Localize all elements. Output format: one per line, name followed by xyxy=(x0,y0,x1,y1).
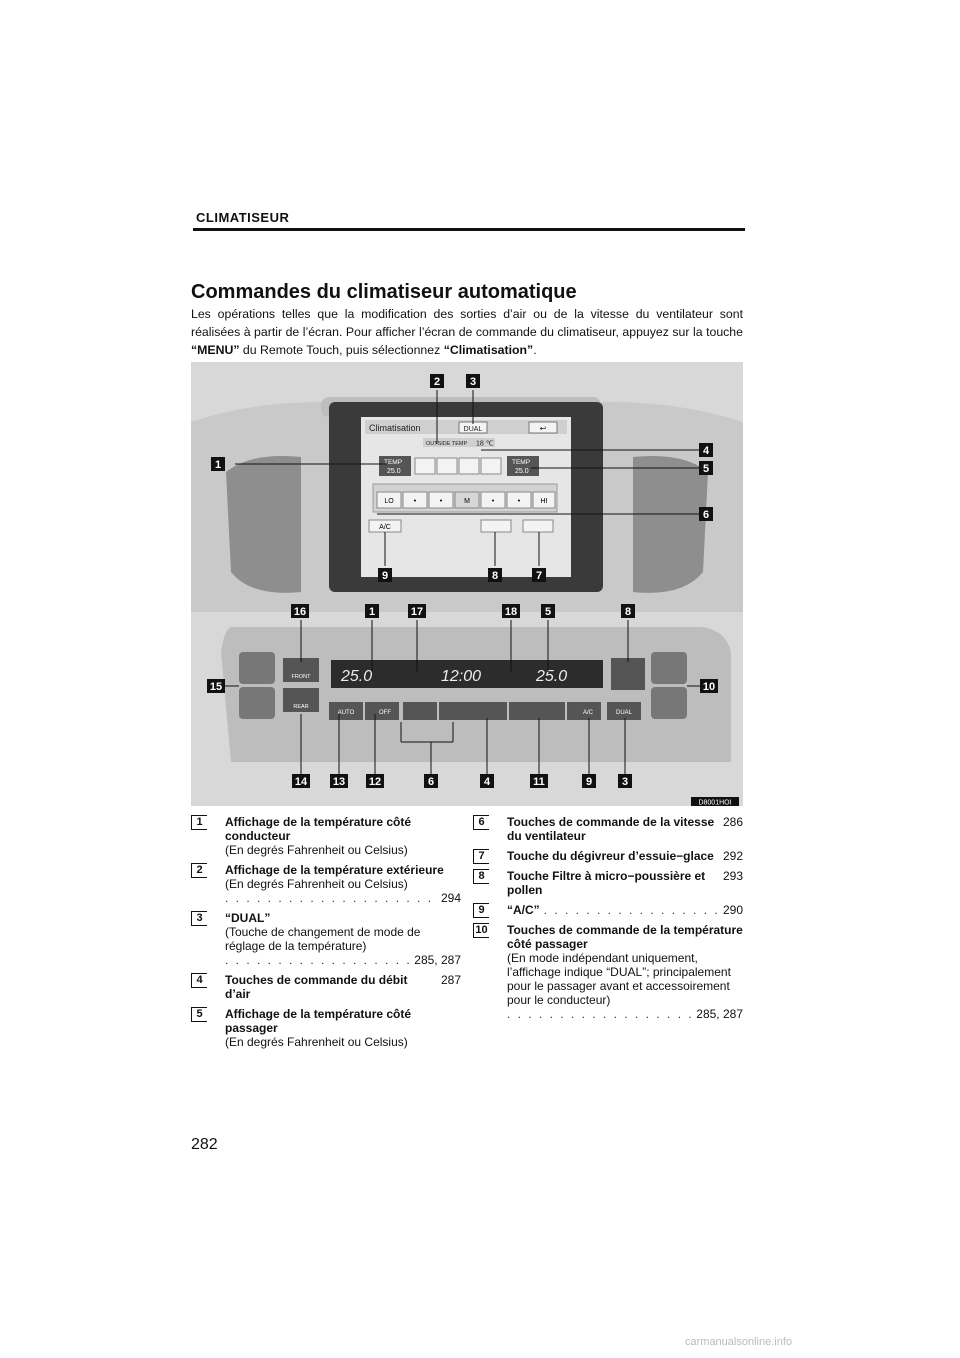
legend-item-1 xyxy=(191,815,461,857)
legend-subtitle: (En degrés Fahrenheit ou Celsius) xyxy=(225,843,408,857)
intro-text-2: du Remote Touch, puis sélectionnez xyxy=(239,343,444,357)
callout-1a xyxy=(211,457,225,471)
legend-page: 286 xyxy=(722,815,743,829)
screen-temp-left-value: 25.0 xyxy=(387,468,401,475)
dot-leader xyxy=(225,953,410,967)
svg-text:11: 11 xyxy=(533,776,545,788)
header-rule xyxy=(193,228,745,231)
fan-dot-4: • xyxy=(517,498,521,505)
intro-clim-key: “Climatisation” xyxy=(443,343,534,357)
legend-item-9 xyxy=(473,903,743,917)
panel-clock: 12:00 xyxy=(441,668,482,685)
dot-leader xyxy=(225,891,437,905)
svg-text:4: 4 xyxy=(483,776,491,788)
intro-menu-key: “MENU” xyxy=(191,343,240,357)
screen-title: Climatisation xyxy=(369,423,421,433)
legend-item-2 xyxy=(191,863,461,905)
legend-title-row xyxy=(225,973,461,1001)
legend-subtitle: (Touche de changement de mode de réglage de la température) xyxy=(225,925,421,953)
legend-title: “DUAL” xyxy=(225,911,271,925)
dot-leader xyxy=(544,903,719,917)
legend-page: 293 xyxy=(722,869,743,883)
callout-1b xyxy=(365,604,379,618)
svg-text:16: 16 xyxy=(293,606,307,618)
fan-dot-3: • xyxy=(491,498,495,505)
svg-text:2: 2 xyxy=(433,376,441,388)
screen-ac-label: A/C xyxy=(379,524,391,531)
callout-4a xyxy=(699,443,713,457)
legend-number: 10 xyxy=(473,924,489,938)
callout-10 xyxy=(700,679,718,693)
legend-item-4 xyxy=(191,973,461,1001)
legend-number: 9 xyxy=(473,904,489,918)
svg-text:6: 6 xyxy=(427,776,435,788)
legend-title: Affichage de la température côté passager xyxy=(225,1007,412,1035)
panel-temp-right: 25.0 xyxy=(536,668,568,685)
driver-temp-up-button[interactable] xyxy=(239,652,275,684)
legend-number: 8 xyxy=(473,870,489,884)
svg-text:14: 14 xyxy=(294,776,308,788)
legend-item-7 xyxy=(473,849,743,863)
callout-3b xyxy=(618,774,632,788)
outside-temp-label: OUTSIDE TEMP xyxy=(426,441,468,447)
callout-11 xyxy=(530,774,548,788)
callout-12 xyxy=(366,774,384,788)
svg-text:5: 5 xyxy=(544,606,552,618)
legend-page: 285, 287 xyxy=(696,1007,743,1021)
legend-title: Touches de commande de la vitesse du ventilateur xyxy=(507,815,715,843)
screen-temp-right-value: 25.0 xyxy=(515,468,529,475)
dot-leader xyxy=(718,849,719,863)
page-number: 282 xyxy=(191,1136,218,1153)
section-title: Commandes du climatiseur automatique xyxy=(191,281,577,303)
legend-left-column xyxy=(191,815,461,1055)
screen-dual-label: DUAL xyxy=(463,426,483,433)
svg-text:17: 17 xyxy=(410,606,424,618)
svg-text:13: 13 xyxy=(332,776,346,788)
callout-17 xyxy=(408,604,426,618)
filter-button[interactable] xyxy=(611,658,645,690)
intro-text-3: . xyxy=(533,343,537,357)
legend-title: Touche Filtre à micro−poussière et pollen xyxy=(507,869,706,897)
fan-dot-2: • xyxy=(439,498,443,505)
svg-text:8: 8 xyxy=(491,570,499,582)
callout-4b xyxy=(480,774,494,788)
intro-paragraph xyxy=(191,305,743,359)
legend-subtitle: (En degrés Fahrenheit ou Celsius) xyxy=(225,1035,408,1049)
right-vent xyxy=(633,456,708,593)
legend-item-10 xyxy=(473,923,743,1021)
auto-label: AUTO xyxy=(337,710,355,716)
screen-fan-cells[interactable] xyxy=(377,492,555,508)
legend-title: Touches de commande du débit d’air xyxy=(225,973,408,1001)
svg-text:3: 3 xyxy=(469,376,477,388)
legend-title: “A/C” xyxy=(507,903,540,917)
ac-label: A/C xyxy=(582,710,594,716)
svg-text:15: 15 xyxy=(209,681,223,693)
legend-title: Affichage de la température côté conducteur xyxy=(225,815,412,843)
legend-number: 2 xyxy=(191,864,207,878)
svg-text:1: 1 xyxy=(214,459,222,471)
callout-9a xyxy=(378,568,392,582)
screen-temp-right-label: TEMP xyxy=(512,459,531,466)
callout-5a xyxy=(699,461,713,475)
callout-6b xyxy=(424,774,438,788)
dual-label: DUAL xyxy=(615,710,633,716)
legend-title: Affichage de la température extérieure xyxy=(225,863,444,877)
fan-dot-1: • xyxy=(413,498,417,505)
callout-5b xyxy=(541,604,555,618)
legend-page: 287 xyxy=(440,973,461,987)
front-label: FRONT xyxy=(291,674,311,680)
driver-temp-down-button[interactable] xyxy=(239,687,275,719)
legend-number: 5 xyxy=(191,1008,207,1022)
legend-number: 6 xyxy=(473,816,489,830)
screen-filter-button[interactable] xyxy=(481,520,511,532)
left-vent xyxy=(226,456,301,593)
callout-18 xyxy=(502,604,520,618)
legend-page-row xyxy=(225,891,461,905)
legend-title-row xyxy=(507,903,743,917)
svg-text:9: 9 xyxy=(381,570,389,582)
dot-leader xyxy=(507,1007,692,1021)
svg-text:8: 8 xyxy=(624,606,632,618)
svg-text:7: 7 xyxy=(535,570,543,582)
callout-3a xyxy=(466,374,480,388)
callout-13 xyxy=(330,774,348,788)
legend-number: 1 xyxy=(191,816,207,830)
climate-figure xyxy=(191,362,743,806)
legend-title: Touches de commande de la température côté passager xyxy=(507,923,743,951)
callout-2a xyxy=(430,374,444,388)
legend-title-row xyxy=(507,849,743,863)
callout-8a xyxy=(488,568,502,582)
fan-hi: HI xyxy=(540,498,548,505)
callout-9b xyxy=(582,774,596,788)
legend-number: 4 xyxy=(191,974,207,988)
legend-item-8 xyxy=(473,869,743,897)
passenger-temp-down-button[interactable] xyxy=(651,687,687,719)
legend-title-row xyxy=(507,869,743,897)
svg-text:9: 9 xyxy=(585,776,593,788)
legend-item-5 xyxy=(191,1007,461,1049)
svg-text:6: 6 xyxy=(702,509,710,521)
legend-right-column xyxy=(473,815,743,1027)
fan-lo: LO xyxy=(384,498,394,505)
legend-number: 7 xyxy=(473,850,489,864)
legend-title-row xyxy=(507,815,743,843)
figure-code: D8001HOI xyxy=(698,799,732,806)
callout-14 xyxy=(292,774,310,788)
svg-text:3: 3 xyxy=(621,776,629,788)
callout-6a xyxy=(699,507,713,521)
legend-number: 3 xyxy=(191,912,207,926)
legend-page: 290 xyxy=(722,903,743,917)
fan-m: M xyxy=(464,498,470,505)
callout-8b xyxy=(621,604,635,618)
legend-item-6 xyxy=(473,815,743,843)
page-header-title: CLIMATISEUR xyxy=(196,210,290,225)
legend-subtitle: (En degrés Fahrenheit ou Celsius) xyxy=(225,877,408,891)
screen-defrost-button[interactable] xyxy=(523,520,553,532)
watermark: carmanualsonline.info xyxy=(685,1336,793,1348)
svg-text:4: 4 xyxy=(702,445,710,457)
svg-text:10: 10 xyxy=(702,681,716,693)
svg-text:12: 12 xyxy=(368,776,382,788)
svg-text:18: 18 xyxy=(504,606,518,618)
legend-subtitle: (En mode indépendant uniquement, l’affichage indique “DUAL”; principalement pour le passager avant et accessoirement pour le conducteur) xyxy=(507,951,731,1007)
callout-16 xyxy=(291,604,309,618)
legend-page: 292 xyxy=(722,849,743,863)
callout-15 xyxy=(207,679,225,693)
screen-temp-left-label: TEMP xyxy=(384,459,403,466)
legend-page: 294 xyxy=(440,891,461,905)
rear-label: REAR xyxy=(293,704,309,710)
callout-7a xyxy=(532,568,546,582)
outside-temp-value: 18 ℃ xyxy=(476,440,494,448)
legend-page-row xyxy=(225,953,461,967)
passenger-temp-up-button[interactable] xyxy=(651,652,687,684)
off-label: OFF xyxy=(379,710,391,716)
panel-temp-left: 25.0 xyxy=(341,668,373,685)
svg-text:1: 1 xyxy=(368,606,376,618)
intro-text-1: Les opérations telles que la modification des sorties d’air ou de la vitesse du ventilateur sont réalisées à partir de l’écran. Pour afficher l’écran de commande du climatiseur, appuyez sur la touche xyxy=(191,307,743,339)
svg-text:5: 5 xyxy=(702,463,710,475)
legend-page: 285, 287 xyxy=(414,953,461,967)
legend-page-row xyxy=(507,1007,743,1021)
legend-item-3 xyxy=(191,911,461,967)
panel-bottom-buttons[interactable] xyxy=(329,702,641,720)
screen-back-icon: ↩ xyxy=(539,424,547,433)
legend-title: Touche du dégivreur d’essuie−glace xyxy=(507,849,714,863)
